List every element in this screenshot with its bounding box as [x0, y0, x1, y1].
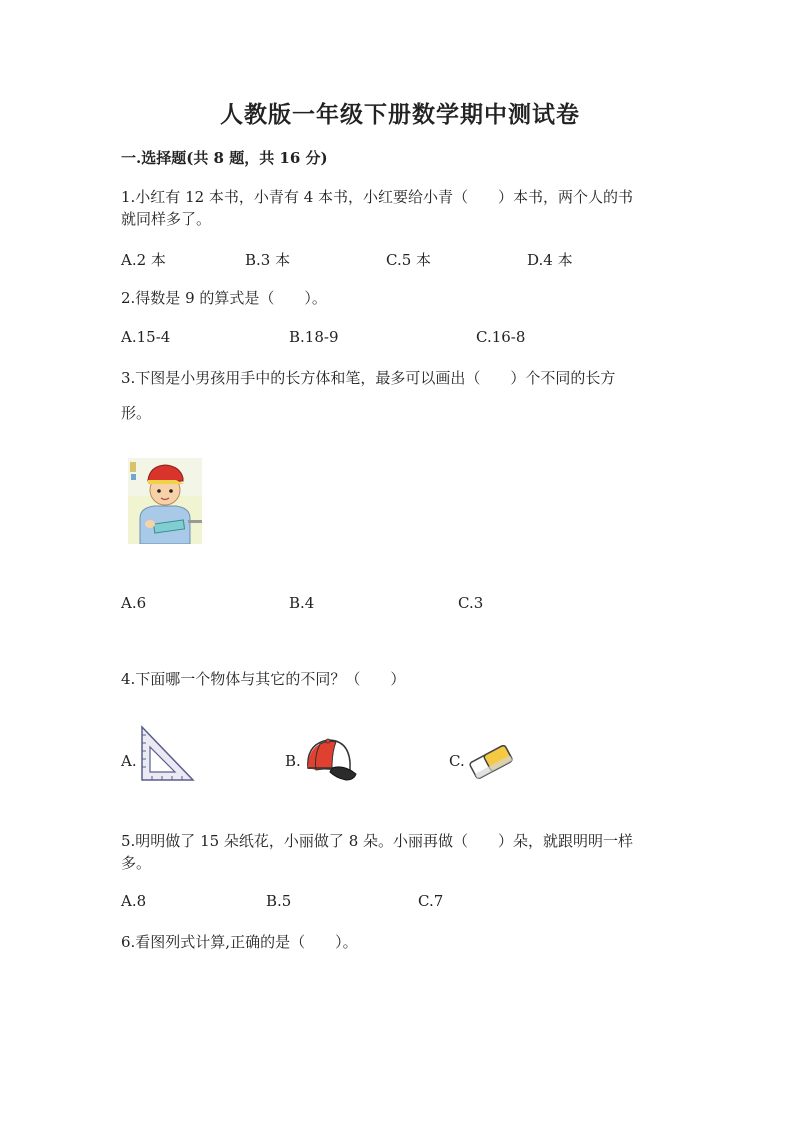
triangle-ruler-icon	[138, 725, 196, 783]
question-1-option-a[interactable]: A.2 本	[121, 251, 166, 269]
question-2-option-a[interactable]: A.15-4	[121, 328, 171, 346]
question-3-option-b[interactable]: B.4	[289, 594, 315, 612]
question-1-text-line2: 就同样多了。	[121, 210, 212, 228]
question-3-option-c[interactable]: C.3	[458, 594, 484, 612]
question-3-text-line1: 3.下图是小男孩用手中的长方体和笔，最多可以画出（ ）个不同的长方	[121, 369, 616, 387]
question-5-option-b[interactable]: B.5	[266, 892, 292, 910]
page-title: 人教版一年级下册数学期中测试卷	[220, 101, 580, 128]
question-2-text: 2.得数是 9 的算式是（ ）。	[121, 289, 327, 307]
question-4-option-c[interactable]: C.	[449, 752, 465, 770]
section-heading: 一.选择题(共 8 题，共 16 分)	[121, 149, 328, 167]
question-5-text-line1: 5.明明做了 15 朵纸花，小丽做了 8 朵。小丽再做（ ）朵，就跟明明一样	[121, 832, 634, 850]
question-4-option-b[interactable]: B.	[285, 752, 301, 770]
question-5-text-line2: 多。	[121, 854, 152, 872]
question-1-option-b[interactable]: B.3 本	[245, 251, 291, 269]
question-1-text-line1: 1.小红有 12 本书，小青有 4 本书，小红要给小青（ ）本书，两个人的书	[121, 188, 634, 206]
eraser-icon	[467, 742, 515, 782]
question-1-option-d[interactable]: D.4 本	[527, 251, 573, 269]
baseball-cap-icon	[302, 736, 358, 784]
question-6-text: 6.看图列式计算,正确的是（ ）。	[121, 933, 358, 951]
question-3-text-line2: 形。	[121, 404, 152, 422]
question-1-option-c[interactable]: C.5 本	[386, 251, 432, 269]
question-4-text: 4.下面哪一个物体与其它的不同？（ ）	[121, 670, 406, 688]
question-3-option-a[interactable]: A.6	[121, 594, 147, 612]
question-2-option-c[interactable]: C.16-8	[476, 328, 526, 346]
question-5-option-c[interactable]: C.7	[418, 892, 444, 910]
question-2-option-b[interactable]: B.18-9	[289, 328, 339, 346]
question-4-option-a[interactable]: A.	[121, 752, 137, 770]
boy-with-box-illustration	[128, 458, 202, 544]
question-5-option-a[interactable]: A.8	[121, 892, 147, 910]
